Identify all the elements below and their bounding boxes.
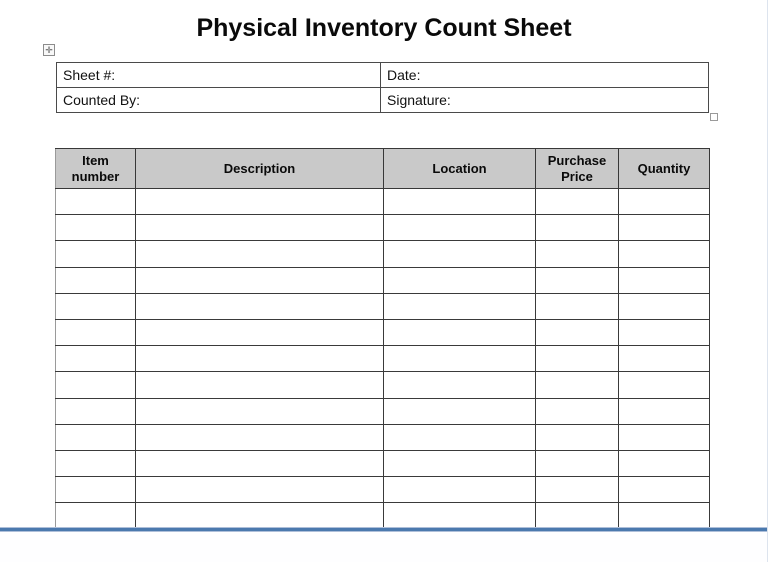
- signature-cell[interactable]: Signature:: [381, 88, 709, 113]
- table-row: [56, 215, 710, 241]
- empty-cell-quantity[interactable]: [619, 372, 710, 398]
- empty-cell-purchase-price[interactable]: [536, 189, 619, 215]
- empty-cell-description[interactable]: [136, 398, 384, 424]
- empty-cell-item-number[interactable]: [56, 450, 136, 476]
- table-row: [56, 398, 710, 424]
- empty-cell-location[interactable]: [384, 189, 536, 215]
- table-row: [56, 477, 710, 503]
- empty-cell-purchase-price[interactable]: [536, 241, 619, 267]
- table-row: [56, 267, 710, 293]
- empty-cell-quantity[interactable]: [619, 477, 710, 503]
- empty-cell-description[interactable]: [136, 241, 384, 267]
- table-row: [56, 450, 710, 476]
- inventory-table-body: [56, 189, 710, 529]
- empty-cell-purchase-price[interactable]: [536, 346, 619, 372]
- empty-cell-purchase-price[interactable]: [536, 267, 619, 293]
- table-row: [56, 424, 710, 450]
- empty-cell-location[interactable]: [384, 293, 536, 319]
- column-header-purchase-price: Purchase Price: [536, 149, 619, 189]
- empty-cell-quantity[interactable]: [619, 398, 710, 424]
- empty-cell-description[interactable]: [136, 503, 384, 529]
- table-resize-handle[interactable]: [710, 113, 718, 121]
- empty-cell-location[interactable]: [384, 450, 536, 476]
- empty-cell-item-number[interactable]: [56, 293, 136, 319]
- empty-cell-purchase-price[interactable]: [536, 503, 619, 529]
- empty-cell-location[interactable]: [384, 477, 536, 503]
- empty-cell-item-number[interactable]: [56, 424, 136, 450]
- empty-cell-location[interactable]: [384, 398, 536, 424]
- empty-cell-purchase-price[interactable]: [536, 477, 619, 503]
- page-title: Physical Inventory Count Sheet: [196, 14, 572, 42]
- empty-cell-item-number[interactable]: [56, 398, 136, 424]
- empty-cell-location[interactable]: [384, 372, 536, 398]
- empty-cell-item-number[interactable]: [56, 241, 136, 267]
- empty-cell-item-number[interactable]: [56, 372, 136, 398]
- empty-cell-item-number[interactable]: [56, 189, 136, 215]
- empty-cell-quantity[interactable]: [619, 293, 710, 319]
- empty-cell-item-number[interactable]: [56, 215, 136, 241]
- empty-cell-quantity[interactable]: [619, 241, 710, 267]
- area-below-window-edge: [0, 532, 768, 562]
- inventory-table-header: [56, 149, 710, 189]
- inventory-table: [55, 148, 710, 529]
- column-header-location: Location: [384, 149, 536, 189]
- empty-cell-purchase-price[interactable]: [536, 293, 619, 319]
- empty-cell-description[interactable]: [136, 372, 384, 398]
- empty-cell-purchase-price[interactable]: [536, 215, 619, 241]
- empty-cell-item-number[interactable]: [56, 477, 136, 503]
- column-header-item-number: Item number: [56, 149, 136, 189]
- empty-cell-item-number[interactable]: [56, 346, 136, 372]
- empty-cell-quantity[interactable]: [619, 346, 710, 372]
- table-row: [56, 189, 710, 215]
- empty-cell-quantity[interactable]: [619, 267, 710, 293]
- empty-cell-quantity[interactable]: [619, 189, 710, 215]
- empty-cell-item-number[interactable]: [56, 267, 136, 293]
- column-header-quantity: Quantity: [619, 149, 710, 189]
- empty-cell-location[interactable]: [384, 241, 536, 267]
- empty-cell-description[interactable]: [136, 450, 384, 476]
- empty-cell-location[interactable]: [384, 503, 536, 529]
- table-row: [56, 346, 710, 372]
- empty-cell-item-number[interactable]: [56, 503, 136, 529]
- table-row: [56, 241, 710, 267]
- table-row: [56, 372, 710, 398]
- empty-cell-description[interactable]: [136, 424, 384, 450]
- info-row-1: [57, 63, 709, 88]
- empty-cell-purchase-price[interactable]: [536, 319, 619, 345]
- table-move-handle-icon[interactable]: [43, 44, 55, 56]
- empty-cell-description[interactable]: [136, 293, 384, 319]
- empty-cell-description[interactable]: [136, 267, 384, 293]
- empty-cell-quantity[interactable]: [619, 450, 710, 476]
- date-cell[interactable]: Date:: [381, 63, 709, 88]
- empty-cell-quantity[interactable]: [619, 319, 710, 345]
- four-arrow-cross-icon: ✛: [45, 44, 53, 55]
- empty-cell-description[interactable]: [136, 477, 384, 503]
- sheet-number-cell[interactable]: Sheet #:: [57, 63, 381, 88]
- empty-cell-purchase-price[interactable]: [536, 424, 619, 450]
- empty-cell-quantity[interactable]: [619, 424, 710, 450]
- empty-cell-location[interactable]: [384, 346, 536, 372]
- empty-cell-purchase-price[interactable]: [536, 450, 619, 476]
- empty-cell-location[interactable]: [384, 215, 536, 241]
- info-row-2: [57, 88, 709, 113]
- counted-by-cell[interactable]: Counted By:: [57, 88, 381, 113]
- empty-cell-purchase-price[interactable]: [536, 398, 619, 424]
- table-row: [56, 503, 710, 529]
- empty-cell-purchase-price[interactable]: [536, 372, 619, 398]
- table-row: [56, 293, 710, 319]
- empty-cell-location[interactable]: [384, 424, 536, 450]
- empty-cell-description[interactable]: [136, 189, 384, 215]
- empty-cell-location[interactable]: [384, 267, 536, 293]
- column-header-description: Description: [136, 149, 384, 189]
- empty-cell-quantity[interactable]: [619, 215, 710, 241]
- empty-cell-description[interactable]: [136, 346, 384, 372]
- table-row: [56, 319, 710, 345]
- empty-cell-item-number[interactable]: [56, 319, 136, 345]
- empty-cell-location[interactable]: [384, 319, 536, 345]
- window-bottom-border: [0, 527, 768, 532]
- empty-cell-description[interactable]: [136, 215, 384, 241]
- info-table: [56, 62, 709, 113]
- empty-cell-quantity[interactable]: [619, 503, 710, 529]
- empty-cell-description[interactable]: [136, 319, 384, 345]
